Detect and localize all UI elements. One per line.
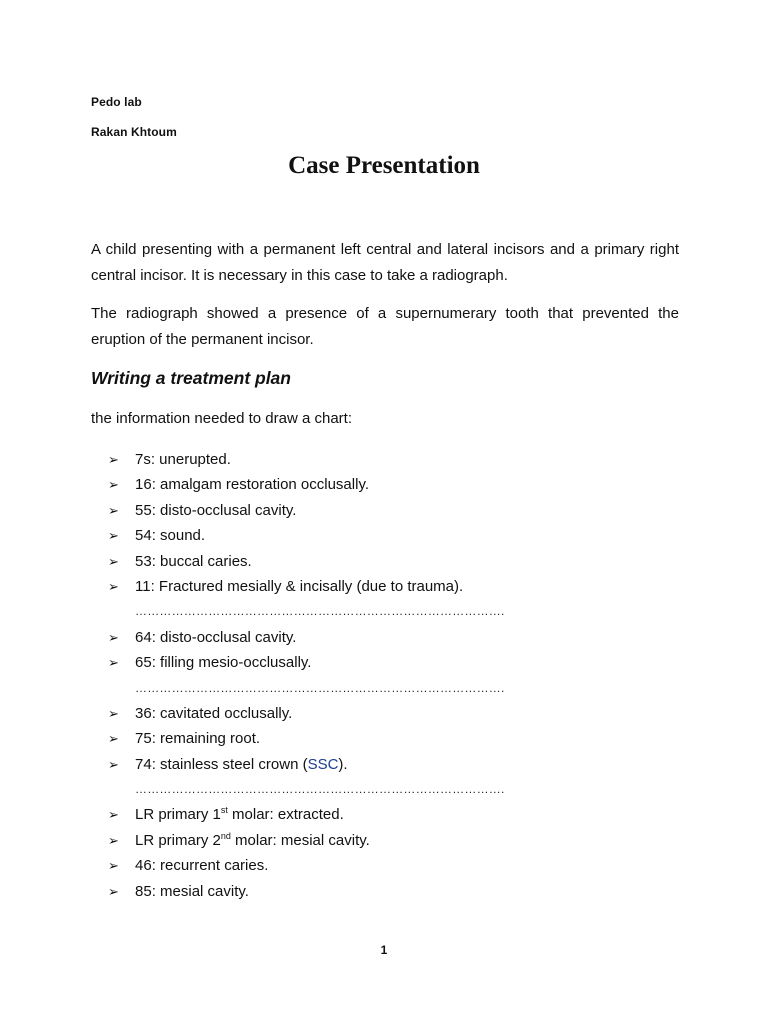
tooth-number: 16 — [135, 476, 152, 494]
finding-text: : amalgam restoration occlusally. — [151, 476, 369, 494]
arrow-bullet-icon: ➢ — [108, 756, 119, 772]
arrow-bullet-icon: ➢ — [108, 858, 119, 874]
list-item-text — [135, 574, 463, 599]
list-item-text — [135, 853, 268, 878]
list-item — [108, 828, 528, 853]
list-item-text — [135, 828, 370, 853]
arrow-bullet-icon: ➢ — [108, 731, 119, 747]
list-item — [108, 523, 528, 548]
list-item-text — [135, 625, 296, 650]
finding-text: LR primary 1 — [135, 806, 221, 824]
list-item-text — [135, 879, 249, 904]
tooth-number: 75 — [135, 730, 152, 748]
section-heading: Writing a treatment plan — [91, 368, 291, 388]
finding-text: : buccal caries. — [151, 552, 252, 570]
finding-text: : mesial cavity. — [151, 882, 249, 900]
finding-text-end: molar: mesial cavity. — [230, 831, 370, 849]
arrow-bullet-icon: ➢ — [108, 655, 119, 671]
separator-dots: ………………………………………………………………………………. — [135, 680, 505, 695]
dotted-separator — [108, 676, 528, 701]
arrow-bullet-icon: ➢ — [108, 629, 119, 645]
tooth-number: 64 — [135, 628, 152, 646]
author-name: Rakan Khtoum — [91, 125, 177, 139]
arrow-bullet-icon: ➢ — [108, 477, 119, 493]
arrow-bullet-icon: ➢ — [108, 528, 119, 544]
list-item — [108, 625, 528, 650]
finding-text: : unerupted. — [150, 451, 231, 468]
arrow-bullet-icon: ➢ — [108, 578, 119, 594]
tooth-number: 7s — [135, 451, 151, 468]
list-item-text — [135, 752, 348, 777]
list-item — [108, 650, 528, 675]
paragraph-radiograph: The radiograph showed a presence of a supernumerary tooth that prevented the eruption of the permanent incisor. — [91, 305, 679, 348]
finding-text: : stainless steel crown ( — [151, 755, 308, 773]
list-item — [108, 549, 528, 574]
finding-text-end: molar: extracted. — [227, 806, 344, 824]
tooth-number: 46 — [135, 857, 152, 875]
finding-text: : disto-occlusal cavity. — [151, 501, 297, 519]
ordinal-suffix: st — [220, 805, 228, 816]
arrow-bullet-icon: ➢ — [108, 502, 119, 518]
tooth-number: 74 — [135, 755, 152, 773]
finding-text: : remaining root. — [151, 730, 261, 748]
list-item-text — [135, 472, 369, 497]
chart-info-list — [108, 447, 528, 904]
finding-text: : Fractured mesially & incisally (due to trauma). — [150, 577, 464, 595]
finding-text: : sound. — [151, 527, 206, 545]
finding-text: : filling mesio-occlusally. — [151, 654, 312, 672]
abbreviation: SSC — [307, 755, 339, 773]
page-title: Case Presentation — [288, 152, 480, 179]
arrow-bullet-icon: ➢ — [108, 807, 119, 823]
list-item — [108, 447, 528, 472]
finding-text: : disto-occlusal cavity. — [151, 628, 297, 646]
separator-dots: ………………………………………………………………………………. — [135, 604, 505, 619]
finding-text: : cavitated occlusally. — [151, 704, 293, 722]
list-item-text — [135, 549, 252, 574]
list-item-text — [135, 701, 292, 726]
list-item — [108, 802, 528, 827]
list-item — [108, 853, 528, 878]
page-number: 1 — [380, 943, 388, 957]
finding-text: LR primary 2 — [135, 831, 221, 849]
list-item-text — [135, 447, 231, 472]
list-item — [108, 701, 528, 726]
finding-text: : recurrent caries. — [151, 857, 269, 875]
list-item-text — [135, 650, 311, 675]
dotted-separator — [108, 599, 528, 624]
separator-dots: ………………………………………………………………………………. — [135, 782, 505, 797]
arrow-bullet-icon: ➢ — [108, 452, 119, 467]
tooth-number: 53 — [135, 552, 152, 570]
list-intro: the information needed to draw a chart: — [91, 410, 352, 427]
list-item-text — [135, 726, 260, 751]
list-item-text — [135, 802, 344, 827]
list-item — [108, 752, 528, 777]
arrow-bullet-icon: ➢ — [108, 832, 119, 848]
list-item-text — [135, 523, 205, 548]
tooth-number: 11 — [135, 577, 151, 595]
list-item — [108, 498, 528, 523]
ordinal-suffix: nd — [220, 830, 231, 841]
course-label: Pedo lab — [91, 95, 142, 109]
tooth-number: 36 — [135, 704, 152, 722]
tooth-number: 55 — [135, 501, 152, 519]
list-item-text — [135, 498, 296, 523]
tooth-number: 85 — [135, 882, 152, 900]
arrow-bullet-icon: ➢ — [108, 553, 119, 569]
list-item — [108, 879, 528, 904]
arrow-bullet-icon: ➢ — [108, 883, 119, 899]
tooth-number: 54 — [135, 527, 152, 545]
dotted-separator — [108, 777, 528, 802]
list-item — [108, 574, 528, 599]
list-item — [108, 726, 528, 751]
finding-text-end: ). — [338, 755, 348, 773]
list-item — [108, 472, 528, 497]
tooth-number: 65 — [135, 654, 152, 672]
arrow-bullet-icon: ➢ — [108, 705, 119, 721]
paragraph-presentation: A child presenting with a permanent left central and lateral incisors and a primary right central incisor. It is necessary in this case to take a radiograph. — [91, 241, 679, 284]
